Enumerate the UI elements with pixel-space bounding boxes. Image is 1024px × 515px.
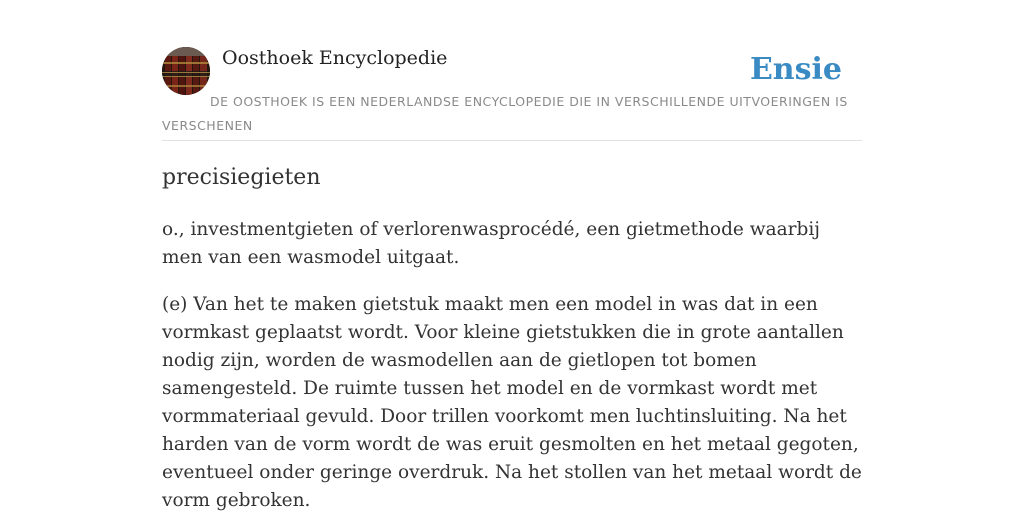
brand-logo[interactable]: Ensie <box>749 52 842 87</box>
encyclopedia-books-icon[interactable] <box>162 47 210 95</box>
site-tagline: DE OOSTHOEK IS EEN NEDERLANDSE ENCYCLOPEDIE DIE IN VERSCHILLENDE UITVOERINGEN IS VERSCHENEN <box>162 94 848 133</box>
entry-description: (e) Van het te maken gietstuk maakt men een model in was dat in een vormkast geplaatst wordt. Voor kleine gietstukken die in grote aantallen nodig zijn, worden de wasmodellen aan de gietlopen tot bomen samengesteld. De ruimte tussen het model en de vormkast wordt met vormmateriaal gevuld. Door trillen voorkomt men luchtinsluiting. Na het harden van de vorm wordt de was eruit gesmolten en het metaal gegoten, eventueel onder geringe overdruk. Na het stollen van het metaal wordt de vorm gebroken. <box>162 294 862 511</box>
site-header <box>162 46 862 141</box>
entry-content <box>162 160 862 515</box>
entry-term: precisiegieten <box>162 165 321 190</box>
entry-definition: o., investmentgieten of verlorenwasprocédé, een gietmethode waarbij men van een wasmodel uitgaat. <box>162 219 820 268</box>
site-title[interactable]: Oosthoek Encyclopedie <box>222 47 448 69</box>
